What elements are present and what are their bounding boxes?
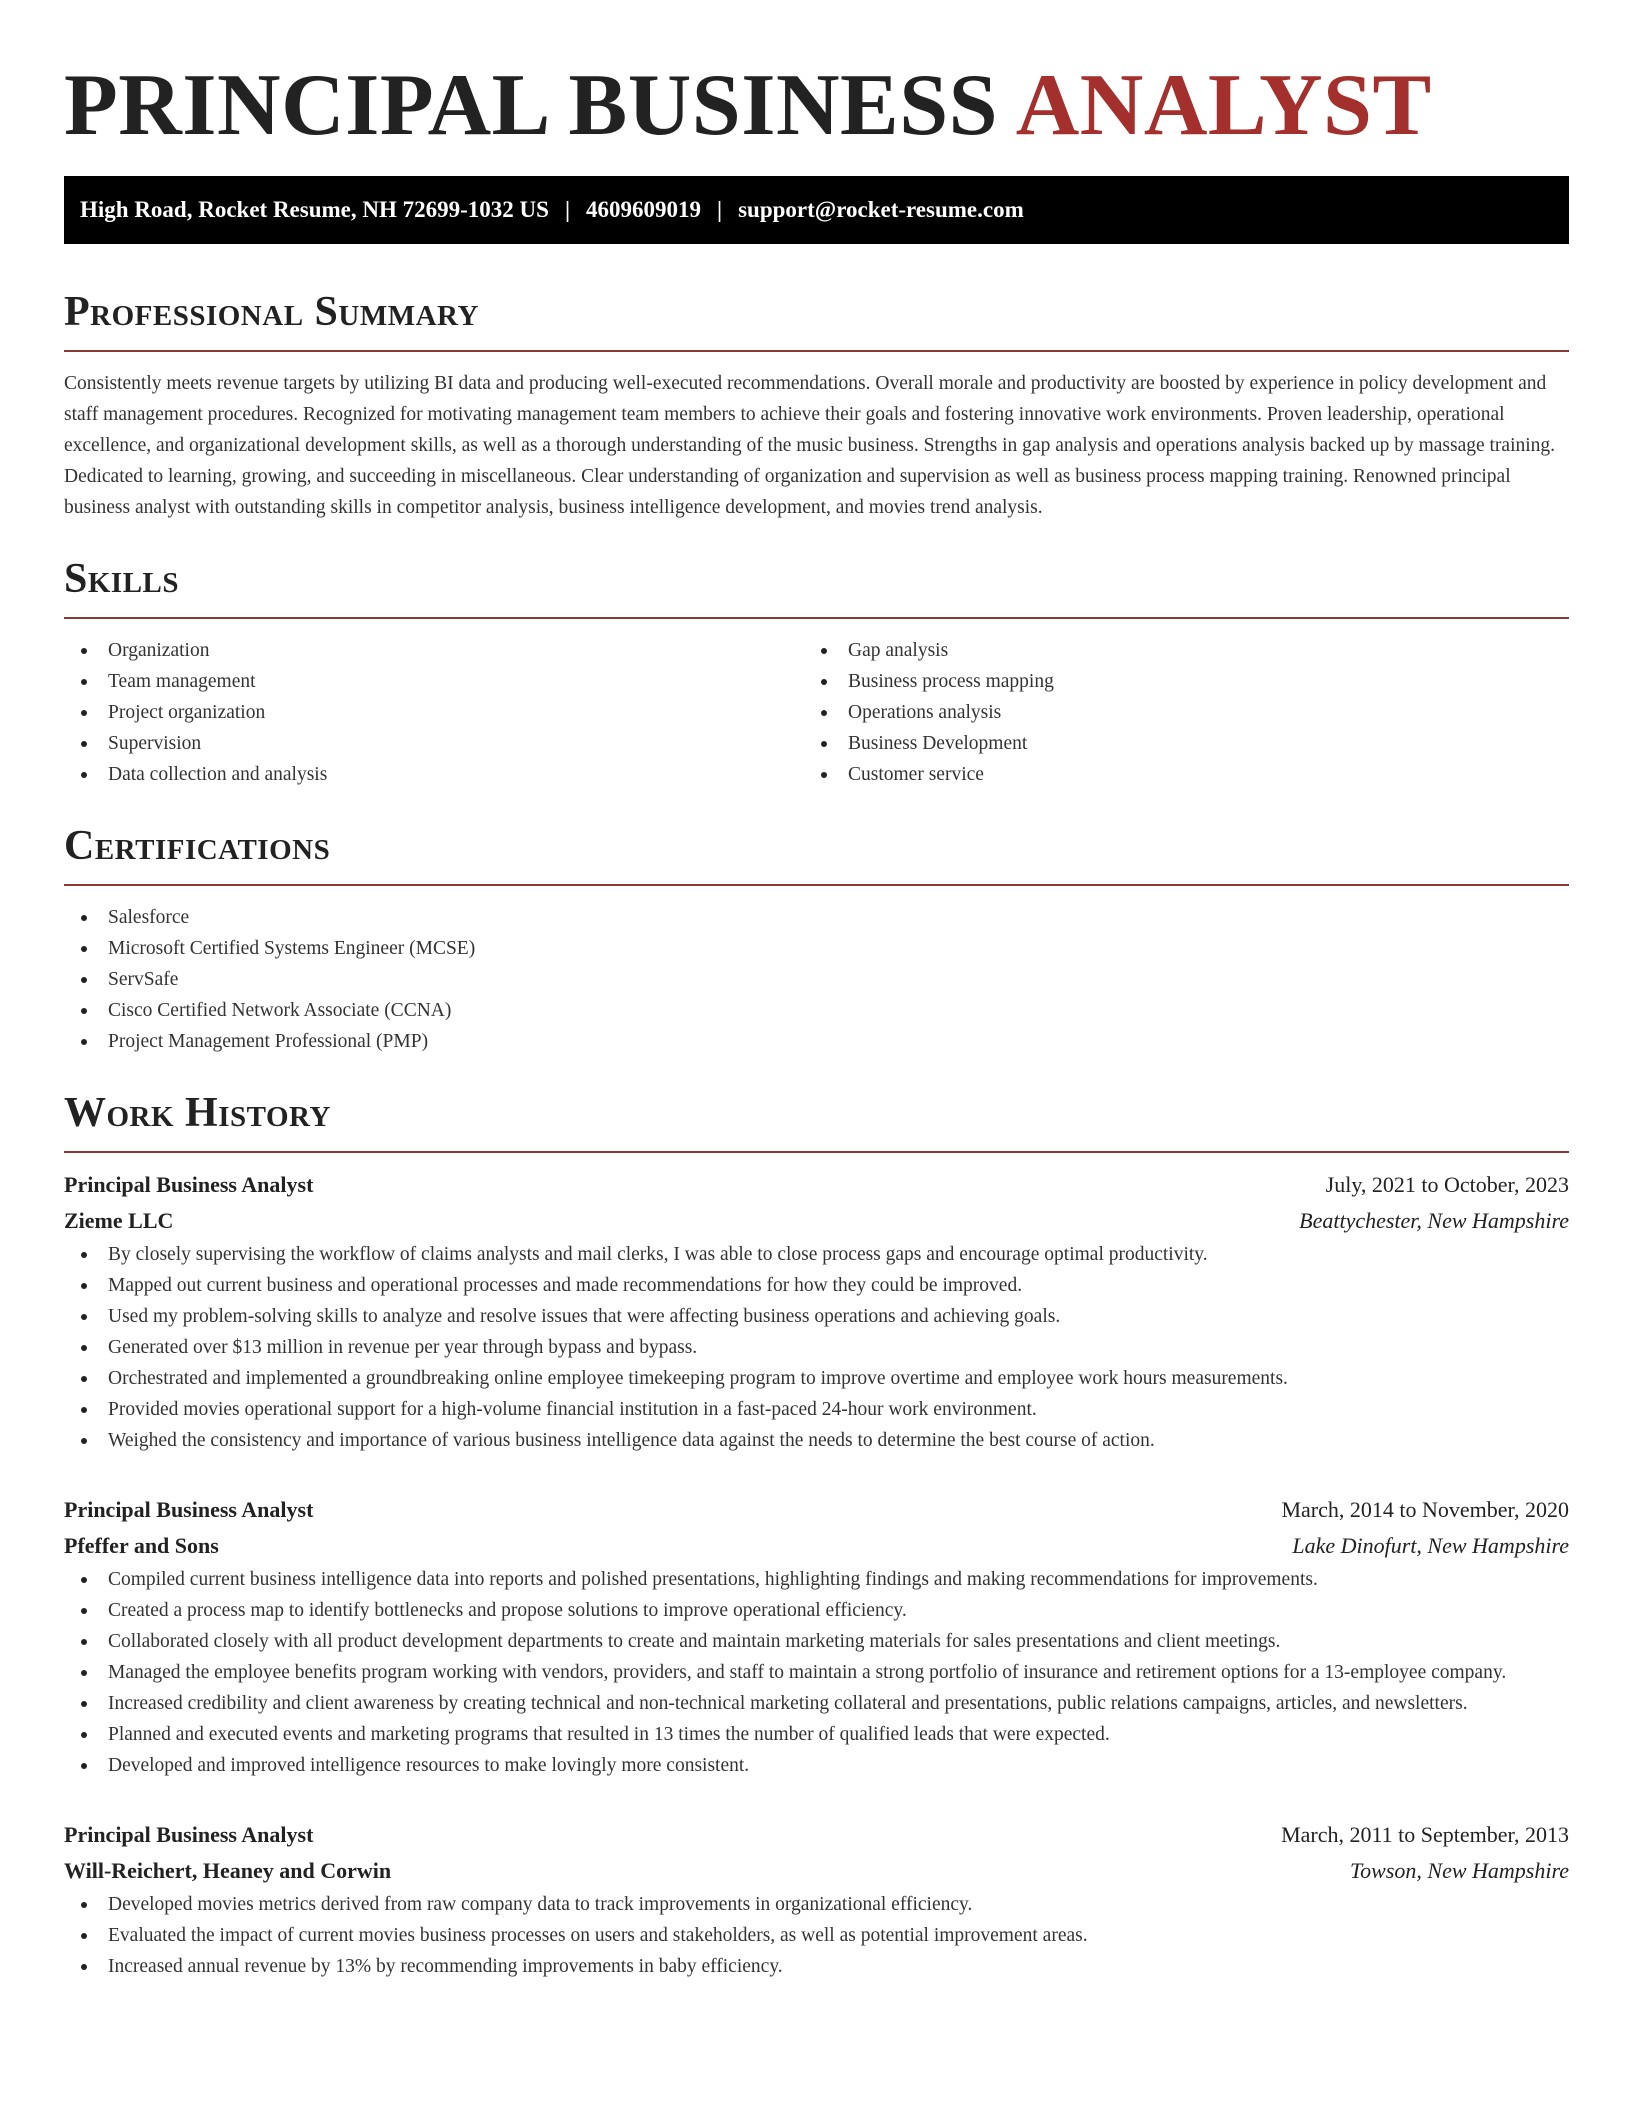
skill-item: Operations analysis [804,697,1544,728]
section-divider [64,350,1569,352]
job-bullet: Developed and improved intelligence resources to make lovingly more consistent. [64,1750,1569,1781]
job-bullet: Generated over $13 million in revenue per year through bypass and bypass. [64,1332,1569,1363]
skill-item: Team management [64,666,804,697]
job-title: Principal Business Analyst [64,1172,314,1197]
job-entry [64,1817,1569,1982]
job-company-row [64,1853,1569,1889]
job-bullet: Compiled current business intelligence data into reports and polished presentations, highlighting findings and making recommendations for improvements. [64,1564,1569,1595]
job-header-row [64,1492,1569,1528]
certifications-section [64,822,1569,1057]
job-title: Principal Business Analyst [64,1822,314,1847]
skill-item: Supervision [64,728,804,759]
skill-item: Business Development [804,728,1544,759]
skills-section [64,555,1569,790]
job-entry [64,1167,1569,1456]
skills-columns [64,635,1569,790]
contact-phone: 4609609019 [586,197,702,222]
job-bullet: Used my problem-solving skills to analyze and resolve issues that were affecting business operations and achieving goals. [64,1301,1569,1332]
name-accent: ANALYST [1015,57,1432,154]
certification-item: Salesforce [64,902,1569,933]
contact-separator: | [564,197,571,222]
job-header-row [64,1167,1569,1203]
job-location: Towson, New Hampshire [1349,1858,1569,1883]
job-bullet: Weighed the consistency and importance of various business intelligence data against the needs to determine the best course of action. [64,1425,1569,1456]
section-title-skills: Skills [64,556,180,602]
job-location: Lake Dinofurt, New Hampshire [1292,1533,1569,1558]
skill-item: Business process mapping [804,666,1544,697]
certifications-list [64,902,1569,1057]
section-title-summary: Professional Summary [64,289,479,335]
job-bullet: Created a process map to identify bottlenecks and propose solutions to improve operational efficiency. [64,1595,1569,1626]
job-bullet: Managed the employee benefits program working with vendors, providers, and staff to maintain a strong portfolio of insurance and retirement options for a 13-employee company. [64,1657,1569,1688]
contact-separator: | [717,197,723,222]
job-company: Pfeffer and Sons [64,1533,219,1558]
job-header-row [64,1817,1569,1853]
skill-item: Project organization [64,697,804,728]
section-title-work-history: Work History [64,1090,331,1136]
contact-email: support@rocket-resume.com [738,197,1024,222]
job-bullet: Collaborated closely with all product development departments to create and maintain marketing materials for sales presentations and client meetings. [64,1626,1569,1657]
job-bullet: Increased annual revenue by 13% by recommending improvements in baby efficiency. [64,1951,1569,1982]
job-bullet: Planned and executed events and marketing programs that resulted in 13 times the number of qualified leads that were expected. [64,1719,1569,1750]
job-bullet: Increased credibility and client awareness by creating technical and non-technical marketing collateral and presentations, public relations campaigns, articles, and newsletters. [64,1688,1569,1719]
job-dates: March, 2014 to November, 2020 [1281,1497,1569,1522]
summary-section [64,288,1569,523]
skill-item: Customer service [804,759,1544,790]
skills-list-left [64,635,804,790]
job-bullet: By closely supervising the workflow of claims analysts and mail clerks, I was able to close process gaps and encourage optimal productivity. [64,1239,1569,1270]
job-bullet: Evaluated the impact of current movies business processes on users and stakeholders, as well as potential improvement areas. [64,1920,1569,1951]
job-title: Principal Business Analyst [64,1497,314,1522]
job-bullet: Mapped out current business and operational processes and made recommendations for how they could be improved. [64,1270,1569,1301]
job-bullet: Orchestrated and implemented a groundbreaking online employee timekeeping program to improve overtime and employee work hours measurements. [64,1363,1569,1394]
section-divider [64,617,1569,619]
skills-column-right [804,635,1544,790]
job-bullet-list [64,1239,1569,1456]
job-company: Will-Reichert, Heaney and Corwin [64,1858,392,1883]
job-dates: March, 2011 to September, 2013 [1281,1822,1569,1847]
job-bullet: Developed movies metrics derived from raw company data to track improvements in organizational efficiency. [64,1889,1569,1920]
job-company: Zieme LLC [64,1208,174,1233]
skills-list-right [804,635,1544,790]
section-title-certifications: Certifications [64,823,331,869]
job-bullet: Provided movies operational support for a high-volume financial institution in a fast-paced 24-hour work environment. [64,1394,1569,1425]
skill-item: Data collection and analysis [64,759,804,790]
contact-bar [64,176,1569,244]
certification-item: Cisco Certified Network Associate (CCNA) [64,995,1569,1026]
section-divider [64,884,1569,886]
job-company-row [64,1528,1569,1564]
resume-name [64,56,1569,156]
skill-item: Gap analysis [804,635,1544,666]
resume-page [64,0,1569,1982]
name-main: PRINCIPAL BUSINESS [64,57,999,154]
skill-item: Organization [64,635,804,666]
job-bullet-list [64,1564,1569,1781]
section-divider [64,1151,1569,1153]
certification-item: Microsoft Certified Systems Engineer (MCSE) [64,933,1569,964]
job-dates: July, 2021 to October, 2023 [1325,1172,1569,1197]
certification-item: ServSafe [64,964,1569,995]
job-bullet-list [64,1889,1569,1982]
certification-item: Project Management Professional (PMP) [64,1026,1569,1057]
contact-address: High Road, Rocket Resume, NH 72699-1032 US [80,197,549,222]
work-history-section [64,1089,1569,1982]
summary-text: Consistently meets revenue targets by utilizing BI data and producing well-executed recommendations. Overall morale and productivity are boosted by experience in policy development and staff management procedures. Recognized for motivating management team members to achieve their goals and fostering innovative work environments. Proven leadership, operational excellence, and organizational development skills, as well as a thorough understanding of the music business. Strengths in gap analysis and operations analysis backed up by massage training. Dedicated to learning, growing, and succeeding in miscellaneous. Clear understanding of organization and supervision as well as business process mapping training. Renowned principal business analyst with outstanding skills in competitor analysis, business intelligence development, and movies trend analysis. [64,373,1556,518]
job-company-row [64,1203,1569,1239]
job-entry [64,1492,1569,1781]
skills-column-left [64,635,804,790]
job-location: Beattychester, New Hampshire [1299,1208,1569,1233]
